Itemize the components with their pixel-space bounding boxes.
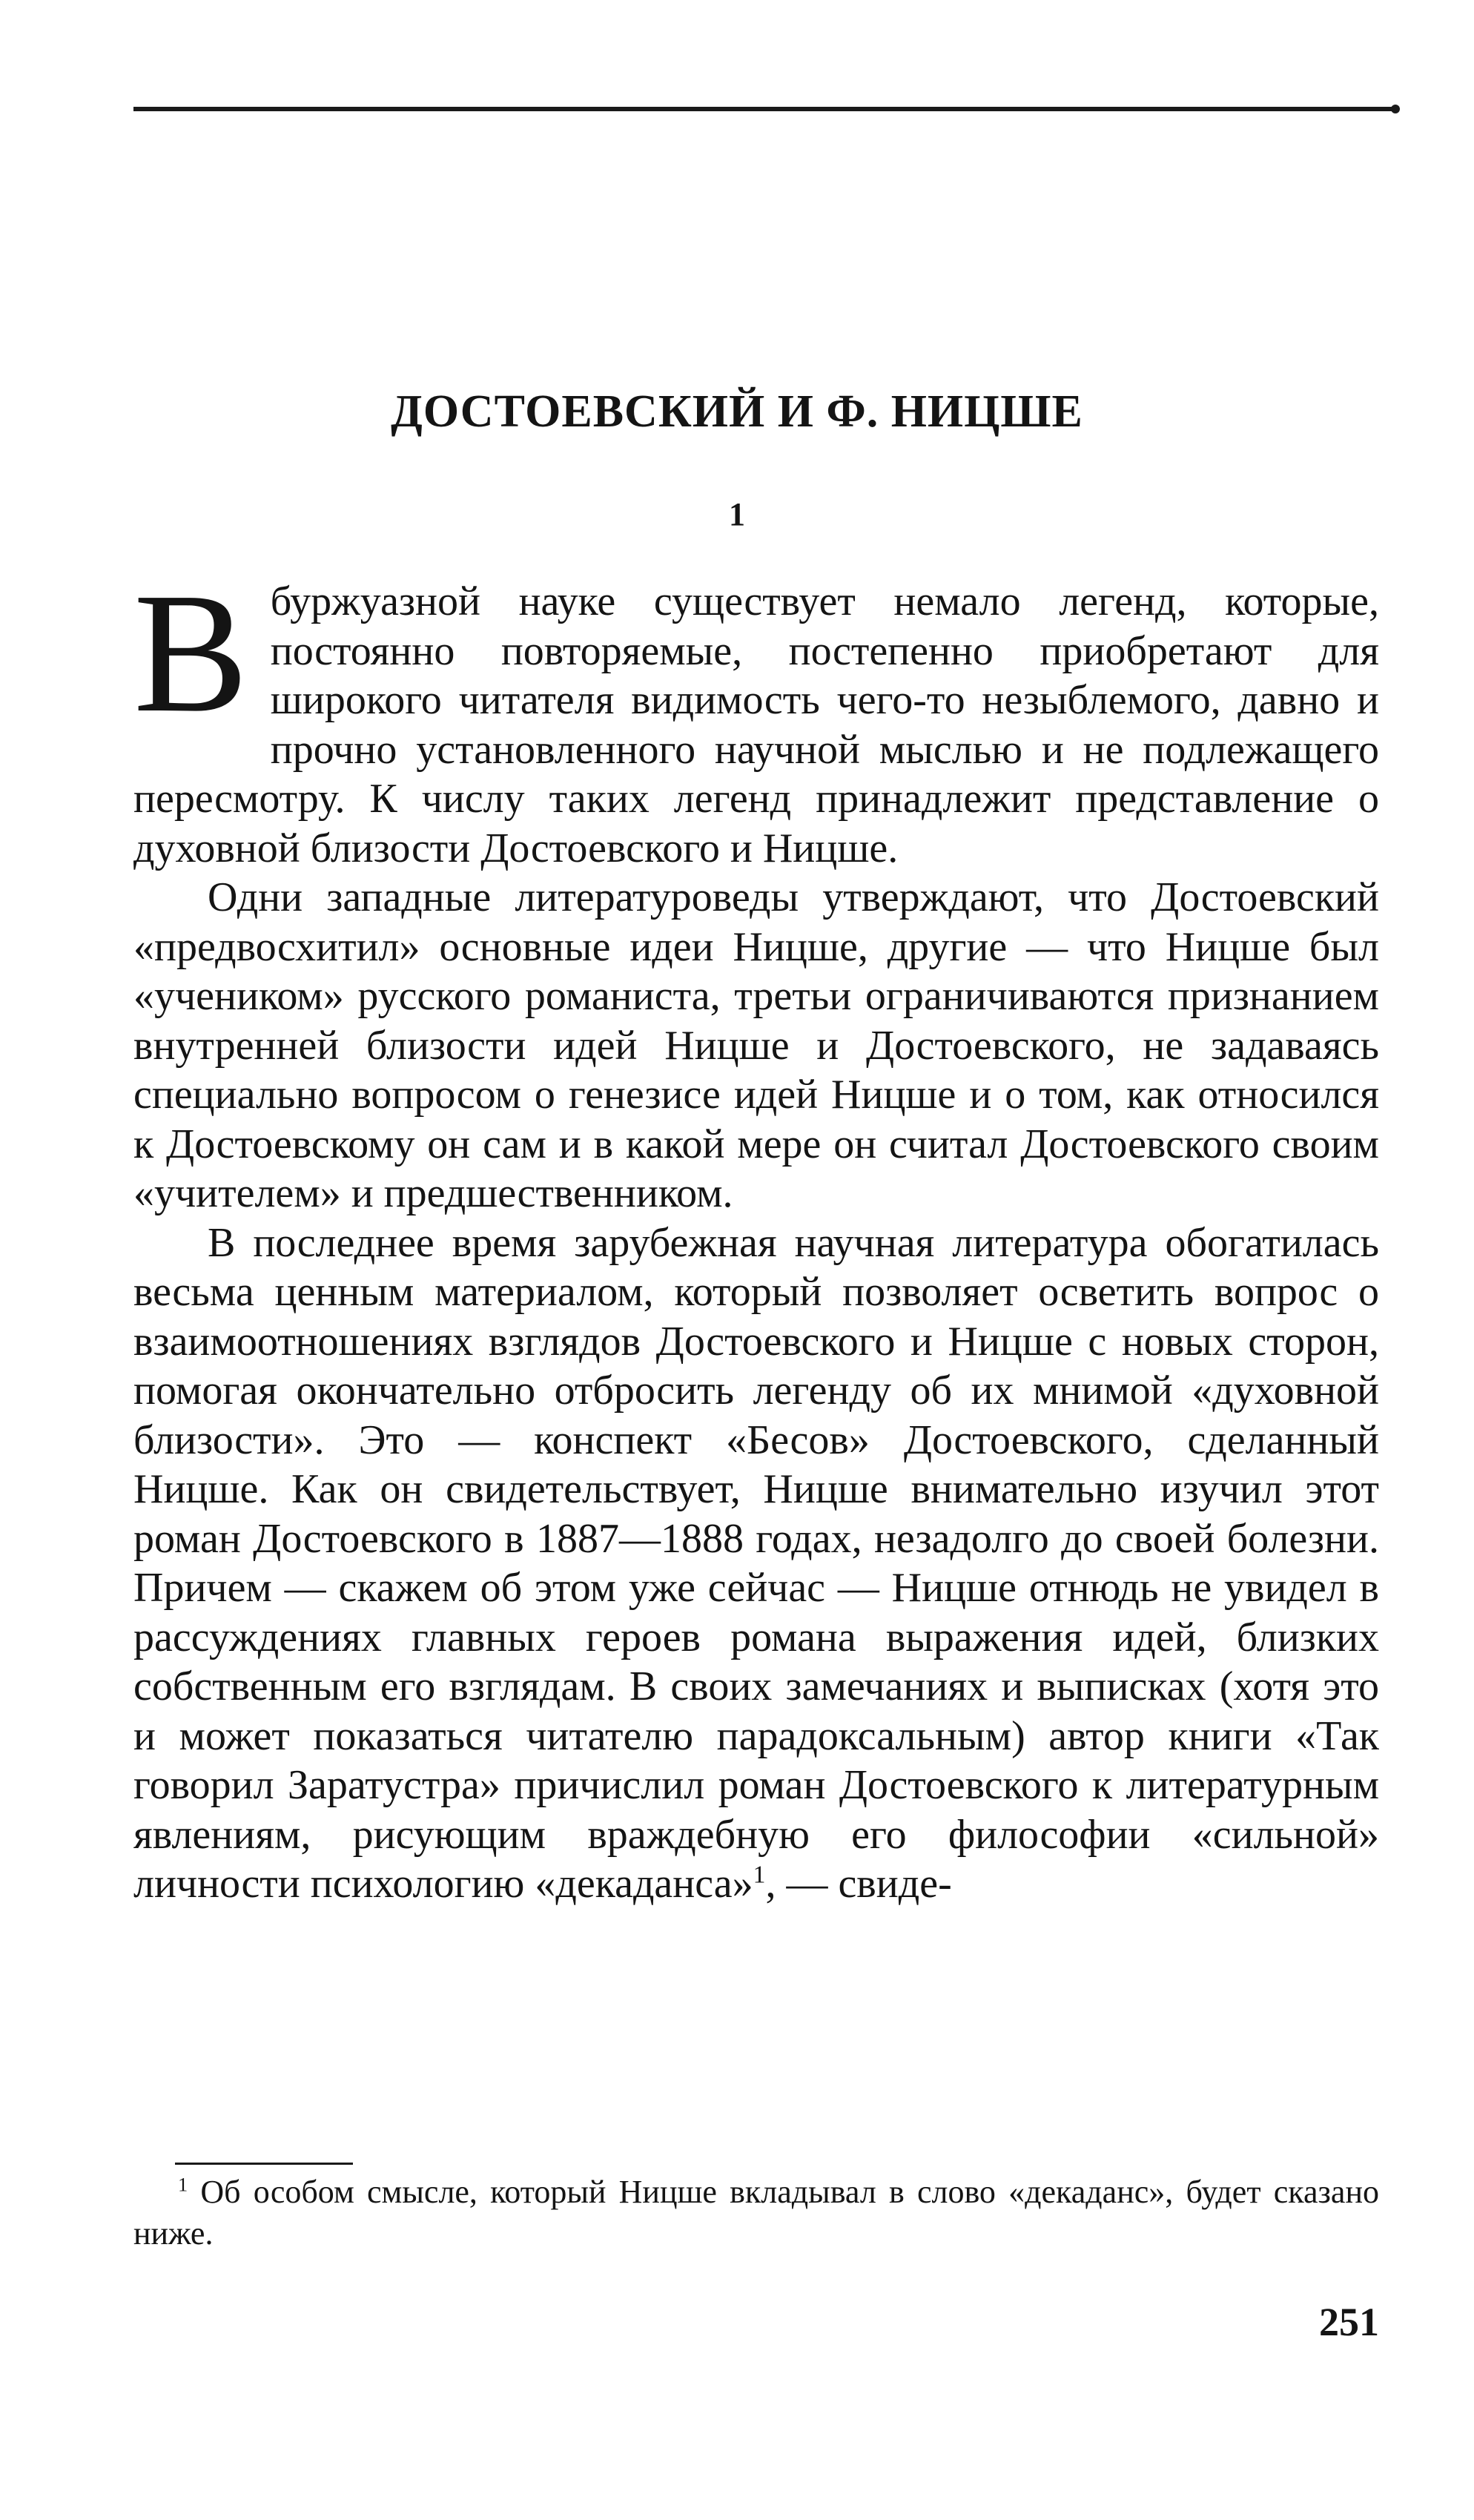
section-number: 1 [729,496,745,532]
footnote [133,2171,1379,2255]
paragraph-1-text: буржуазной науке существует немало легенд, которые, постоянно повторяемые, постепенно приобретают для широкого читателя видимость чего-то незыблемого, давно и прочно установленного научной мыслью и не подлежащего пересмотру. К числу таких легенд принадлежит представление о духовной близости Достоевского и Ницше. [133,578,1379,871]
footnote-reference[interactable]: 1 [753,1861,766,1889]
footnote-text: Об особом смысле, который Ницше вкладывал в слово «декаданс», будет сказано ниже. [133,2174,1379,2252]
paragraph-3-tail: , — свиде- [765,1861,952,1907]
paragraph-3-text: В последнее время зарубежная научная литература обогатилась весьма ценным материалом, который позволяет осветить вопрос о взаимоотношениях взглядов Достоевского и Ницше с новых сторон, помогая окончательно отбросить легенду об их мнимой «духовной близости». Это — конспект «Бесов» Достоевского, сделанный Ницше. Как он свидетельствует, Ницше внимательно изучил этот роман Достоевского в 1887—1888 годах, незадолго до своей болезни. Причем — скажем об этом уже сейчас — Ницше отнюдь не увидел в рассуждениях главных героев романа выражения идей, близких собственным его взглядам. В своих замечаниях и выписках (хотя это и может показаться читателю парадоксальным) автор книги «Так говорил Заратустра» причислил роман Достоевского к литературным явлениям, рисующим враждебную его философии «сильной» личности психологию «декаданса» [133,1219,1379,1907]
footnote-marker: 1 [178,2173,188,2196]
paragraph-2: Одни западные литературоведы утверждают, что Достоевский «предвосхитил» основные идеи Ницше, другие — что Ницше был «учеником» русского романиста, третьи ограничиваются признанием внутренней близости идей Ницше и Достоевского, не задаваясь специально вопросом о генезисе идей Ницше и о том, как относился к Достоевскому он сам и в какой мере он считал Достоевского своим «учителем» и предшественником. [133,874,1379,1216]
paragraph-1 [133,558,1379,873]
paragraph-3 [133,1218,1379,1909]
header-rule [133,107,1394,111]
drop-cap: В [133,558,248,748]
header-rule-dot [1391,105,1400,113]
body-text [133,558,1379,1909]
page-number: 251 [1319,2300,1379,2344]
chapter-title: ДОСТОЕВСКИЙ И Ф. НИЦШЕ [391,386,1083,437]
footnote-rule [175,2163,353,2165]
